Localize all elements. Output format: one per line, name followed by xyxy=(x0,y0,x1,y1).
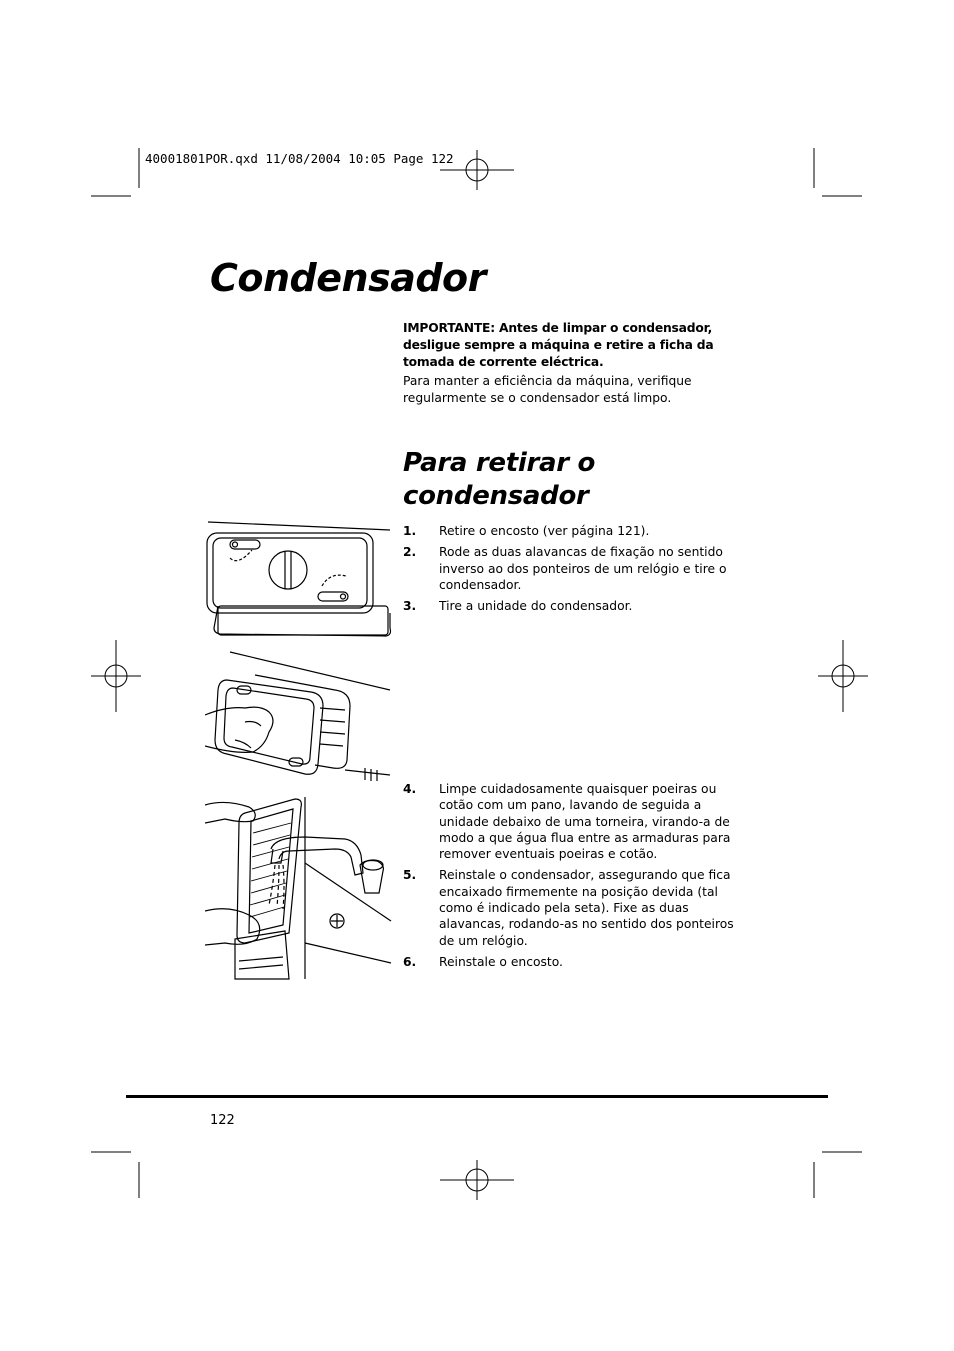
step-text: Limpe cuidadosamente quaisquer poeiras ou cotão com um pano, lavando de seguida a unidade debaixo de uma torneira, virando-a de modo a que água flua entre as armaduras para remover eventuais poeiras e cotão. xyxy=(439,782,731,862)
step-text: Tire a unidade do condensador. xyxy=(439,599,633,614)
step-number: 5. xyxy=(403,868,417,883)
step-text: Retire o encosto (ver página 121). xyxy=(439,524,650,538)
step-item xyxy=(403,954,748,970)
steps-list-removal xyxy=(403,523,748,619)
important-notice: IMPORTANTE: Antes de limpar o condensador, desligue sempre a máquina e retire a ficha da tomada de corrente eléctrica. xyxy=(403,321,714,369)
page-number: 122 xyxy=(210,1113,235,1128)
condenser-washing-illustration xyxy=(205,793,395,983)
step-number: 6. xyxy=(403,954,417,969)
step-number: 2. xyxy=(403,545,417,560)
print-slug: 40001801POR.qxd 11/08/2004 10:05 Page 122 xyxy=(145,151,454,166)
step-item xyxy=(403,523,748,539)
step-number: 3. xyxy=(403,599,417,614)
step-number: 4. xyxy=(403,782,417,796)
step-item xyxy=(403,598,748,614)
section-heading: Para retirar o condensador xyxy=(403,448,596,511)
step-text: Rode as duas alavancas de fixação no sentido inverso ao dos ponteiros de um relógio e tire o condensador. xyxy=(439,545,727,592)
step-item xyxy=(403,544,748,593)
step-item xyxy=(403,781,748,862)
step-number: 1. xyxy=(403,524,417,538)
condenser-removal-illustration xyxy=(205,650,395,782)
steps-list-cleaning xyxy=(403,781,748,975)
step-item xyxy=(403,867,748,948)
step-text: Reinstale o encosto. xyxy=(439,954,563,969)
intro-paragraph: Para manter a eficiência da máquina, verifique regularmente se o condensador está limpo. xyxy=(403,374,692,405)
step-text: Reinstale o condensador, assegurando que fica encaixado firmemente na posição devida (tal como é indicado pela seta). Fixe as duas alavancas, rodando-as no sentido dos ponteiros de um relógio. xyxy=(439,868,734,948)
condenser-panel-illustration xyxy=(200,520,395,642)
page-title: Condensador xyxy=(210,256,486,300)
footer-rule xyxy=(126,1095,828,1098)
